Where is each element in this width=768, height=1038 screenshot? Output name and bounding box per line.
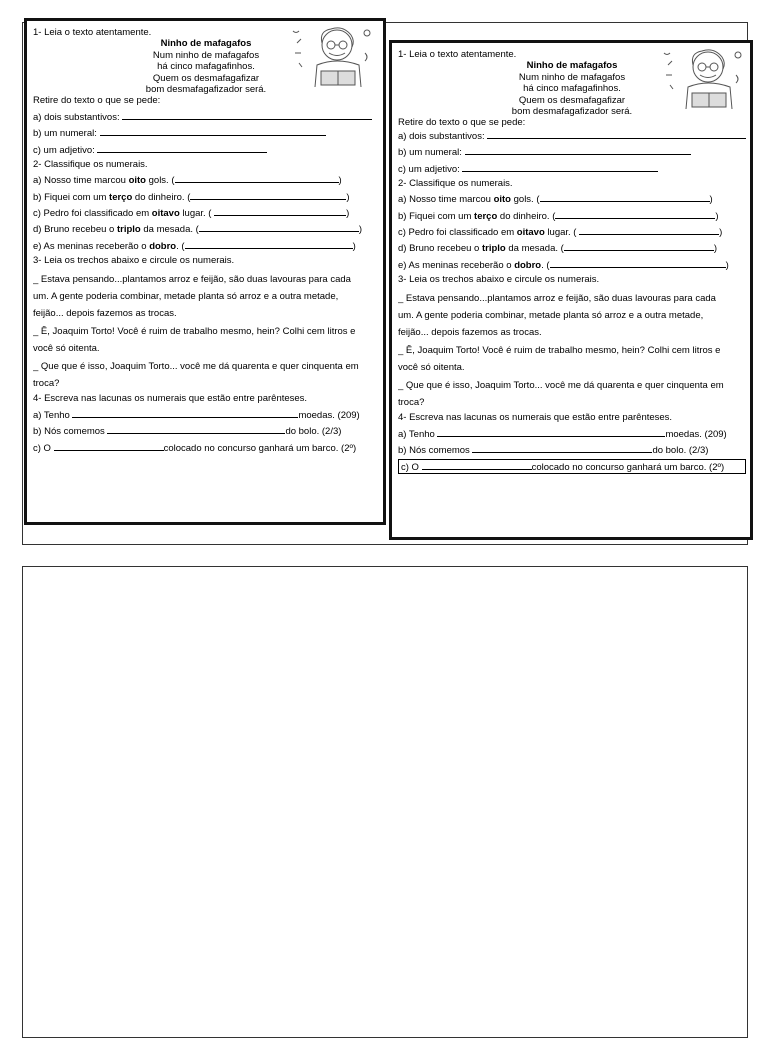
- answer-blank[interactable]: [564, 241, 714, 251]
- excerpt-line: um. A gente poderia combinar, metade planta só arroz e a outra metade,: [33, 291, 339, 303]
- poem-line: bom desmafagafizador será.: [511, 105, 633, 117]
- instructions: Retire do texto o que se pede:: [398, 117, 526, 129]
- q4-item-c: c) O colocado no concurso ganhará um barco. (2º): [33, 442, 357, 454]
- q1-item-c: c) um adjetivo:: [398, 162, 746, 175]
- q1-item-b: b) um numeral:: [33, 126, 379, 139]
- q2-item-e: e) As meninas receberão o dobro. ( ): [33, 240, 356, 252]
- q4-item-b: b) Nós comemos do bolo. (2/3): [33, 426, 342, 438]
- answer-blank[interactable]: [107, 424, 285, 434]
- answer-blank[interactable]: [579, 225, 719, 235]
- excerpt-line: você só oitenta.: [33, 343, 100, 355]
- q2-item-a: a) Nosso time marcou oito gols. ( ): [398, 194, 713, 206]
- question-4-header: 4- Escreva nas lacunas os numerais que estão entre parênteses.: [33, 393, 308, 405]
- poem-line: Quem os desmafagafizar: [518, 94, 626, 106]
- answer-blank[interactable]: [437, 427, 665, 437]
- answer-blank[interactable]: [100, 126, 326, 136]
- q4-item-a: a) Tenho moedas. (209): [33, 409, 360, 421]
- q4-item-a: a) Tenho moedas. (209): [398, 428, 727, 440]
- answer-blank[interactable]: [472, 443, 652, 453]
- answer-blank[interactable]: [555, 209, 715, 219]
- answer-blank[interactable]: [422, 460, 532, 470]
- q2-item-b: b) Fiquei com um terço do dinheiro. ( ): [33, 191, 350, 203]
- answer-blank[interactable]: [462, 162, 658, 172]
- excerpt-line: _ Ê, Joaquim Torto! Você é ruim de trabalho mesmo, hein? Colhi cem litros e: [33, 325, 356, 337]
- question-1-header: 1- Leia o texto atentamente.: [33, 27, 152, 38]
- excerpt-line: _ Ê, Joaquim Torto! Você é ruim de trabalho mesmo, hein? Colhi cem litros e: [398, 344, 721, 356]
- excerpt-line: troca?: [33, 377, 60, 389]
- excerpt-line: _ Estava pensando...plantamos arroz e feijão, são duas lavouras para cada: [33, 273, 351, 285]
- excerpt-line: _ Estava pensando...plantamos arroz e feijão, são duas lavouras para cada: [398, 292, 716, 304]
- question-3-header: 3- Leia os trechos abaixo e circule os numerais.: [398, 274, 600, 286]
- poem-line: bom desmafagafizador será.: [145, 83, 267, 95]
- excerpt-line: você só oitenta.: [398, 362, 465, 374]
- q1-item-a: a) dois substantivos:: [398, 129, 746, 142]
- question-2-header: 2- Classifique os numerais.: [33, 158, 148, 170]
- excerpt-line: feijão... depois fazemos as trocas.: [398, 327, 542, 339]
- question-3-header: 3- Leia os trechos abaixo e circule os numerais.: [33, 255, 235, 267]
- q1-item-a: a) dois substantivos:: [33, 110, 379, 123]
- answer-blank[interactable]: [550, 258, 726, 268]
- poem-line: Num ninho de mafagafos: [518, 71, 626, 83]
- answer-blank[interactable]: [540, 192, 710, 202]
- q1-item-b: b) um numeral:: [398, 145, 746, 158]
- poem-line: Num ninho de mafagafos: [152, 49, 260, 61]
- excerpt-line: um. A gente poderia combinar, metade planta só arroz e a outra metade,: [398, 310, 704, 322]
- q2-item-a: a) Nosso time marcou oito gols. ( ): [33, 175, 342, 187]
- poem-line: há cinco mafagafinhos.: [157, 61, 255, 73]
- question-4-header: 4- Escreva nas lacunas os numerais que estão entre parênteses.: [398, 412, 673, 424]
- worksheet-left: [24, 18, 386, 525]
- q2-item-d: d) Bruno recebeu o triplo da mesada. ( ): [33, 224, 362, 236]
- q2-item-e: e) As meninas receberão o dobro. ( ): [398, 259, 729, 271]
- question-1-header: 1- Leia o texto atentamente.: [398, 49, 517, 60]
- excerpt-line: _ Que que é isso, Joaquim Torto... você me dá quarenta e quer cinquenta em: [398, 379, 724, 391]
- poem-line: Quem os desmafagafizar: [152, 72, 260, 84]
- answer-blank[interactable]: [122, 110, 372, 120]
- answer-blank[interactable]: [175, 173, 339, 183]
- worksheet-right: [389, 40, 753, 540]
- q4-item-b: b) Nós comemos do bolo. (2/3): [398, 445, 709, 457]
- excerpt-line: feijão... depois fazemos as trocas.: [33, 308, 177, 320]
- excerpt-line: _ Que que é isso, Joaquim Torto... você me dá quarenta e quer cinquenta em: [33, 360, 359, 372]
- q2-item-b: b) Fiquei com um terço do dinheiro. ( ): [398, 210, 719, 222]
- answer-blank[interactable]: [97, 143, 267, 153]
- poem-title: Ninho de mafagafos: [526, 60, 618, 72]
- answer-blank[interactable]: [214, 206, 346, 216]
- poem-line: há cinco mafagafinhos.: [523, 83, 621, 95]
- answer-blank[interactable]: [54, 441, 164, 451]
- excerpt-line: troca?: [398, 396, 425, 408]
- instructions: Retire do texto o que se pede:: [33, 95, 161, 107]
- answer-blank[interactable]: [72, 408, 298, 418]
- q2-item-c: c) Pedro foi classificado em oitavo lugar. ( ): [33, 208, 350, 220]
- empty-bottom-frame: [22, 566, 748, 1038]
- poem-title: Ninho de mafagafos: [160, 38, 252, 50]
- q2-item-c: c) Pedro foi classificado em oitavo lugar. ( ): [398, 227, 723, 239]
- q2-item-d: d) Bruno recebeu o triplo da mesada. ( ): [398, 243, 717, 255]
- q1-item-c: c) um adjetivo:: [33, 143, 379, 156]
- answer-blank[interactable]: [185, 239, 353, 249]
- answer-blank[interactable]: [190, 190, 346, 200]
- question-2-header: 2- Classifique os numerais.: [398, 177, 513, 189]
- answer-blank[interactable]: [465, 145, 691, 155]
- answer-blank[interactable]: [487, 129, 746, 139]
- q4-item-c: c) O colocado no concurso ganhará um barco. (2º): [398, 459, 746, 474]
- answer-blank[interactable]: [199, 222, 359, 232]
